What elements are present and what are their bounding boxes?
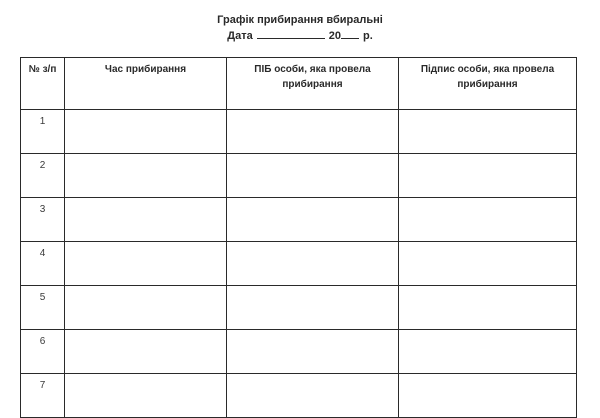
row-number: 6	[21, 330, 65, 374]
table-row	[21, 198, 577, 242]
cell-cleaning-time[interactable]	[65, 286, 227, 330]
table-row	[21, 110, 577, 154]
cell-person-signature[interactable]	[399, 154, 577, 198]
header-person-name: ПІБ особи, яка провела прибирання	[227, 58, 399, 110]
header-cleaning-time: Час прибирання	[65, 58, 227, 110]
date-label: Дата	[227, 30, 253, 42]
cell-person-name[interactable]	[227, 374, 399, 418]
cell-person-name[interactable]	[227, 330, 399, 374]
header-number: № з/п	[21, 58, 65, 110]
table-row	[21, 286, 577, 330]
cell-cleaning-time[interactable]	[65, 242, 227, 286]
cell-person-signature[interactable]	[399, 242, 577, 286]
document-title: Графік прибирання вбиральні	[217, 14, 383, 26]
cell-cleaning-time[interactable]	[65, 374, 227, 418]
cell-person-name[interactable]	[227, 198, 399, 242]
header-person-signature: Підпис особи, яка провела прибирання	[399, 58, 577, 110]
date-line	[0, 28, 600, 44]
cell-cleaning-time[interactable]	[65, 330, 227, 374]
cell-person-signature[interactable]	[399, 110, 577, 154]
cell-person-name[interactable]	[227, 154, 399, 198]
document-header	[0, 12, 600, 44]
date-year-blank[interactable]	[341, 28, 359, 39]
table-header-row	[21, 58, 577, 110]
cell-person-signature[interactable]	[399, 198, 577, 242]
date-century: 20	[328, 30, 341, 42]
row-number: 7	[21, 374, 65, 418]
table-row	[21, 330, 577, 374]
cell-cleaning-time[interactable]	[65, 110, 227, 154]
cell-person-name[interactable]	[227, 110, 399, 154]
table-row	[21, 242, 577, 286]
cell-cleaning-time[interactable]	[65, 154, 227, 198]
cell-person-signature[interactable]	[399, 330, 577, 374]
cell-person-signature[interactable]	[399, 286, 577, 330]
row-number: 1	[21, 110, 65, 154]
cell-cleaning-time[interactable]	[65, 198, 227, 242]
row-number: 4	[21, 242, 65, 286]
table-row	[21, 374, 577, 418]
row-number: 3	[21, 198, 65, 242]
row-number: 5	[21, 286, 65, 330]
cell-person-name[interactable]	[227, 286, 399, 330]
row-number: 2	[21, 154, 65, 198]
cell-person-signature[interactable]	[399, 374, 577, 418]
table-row	[21, 154, 577, 198]
date-suffix: р.	[362, 30, 373, 42]
cell-person-name[interactable]	[227, 242, 399, 286]
cleaning-schedule-table	[20, 57, 577, 418]
date-day-month-blank[interactable]	[257, 28, 325, 39]
